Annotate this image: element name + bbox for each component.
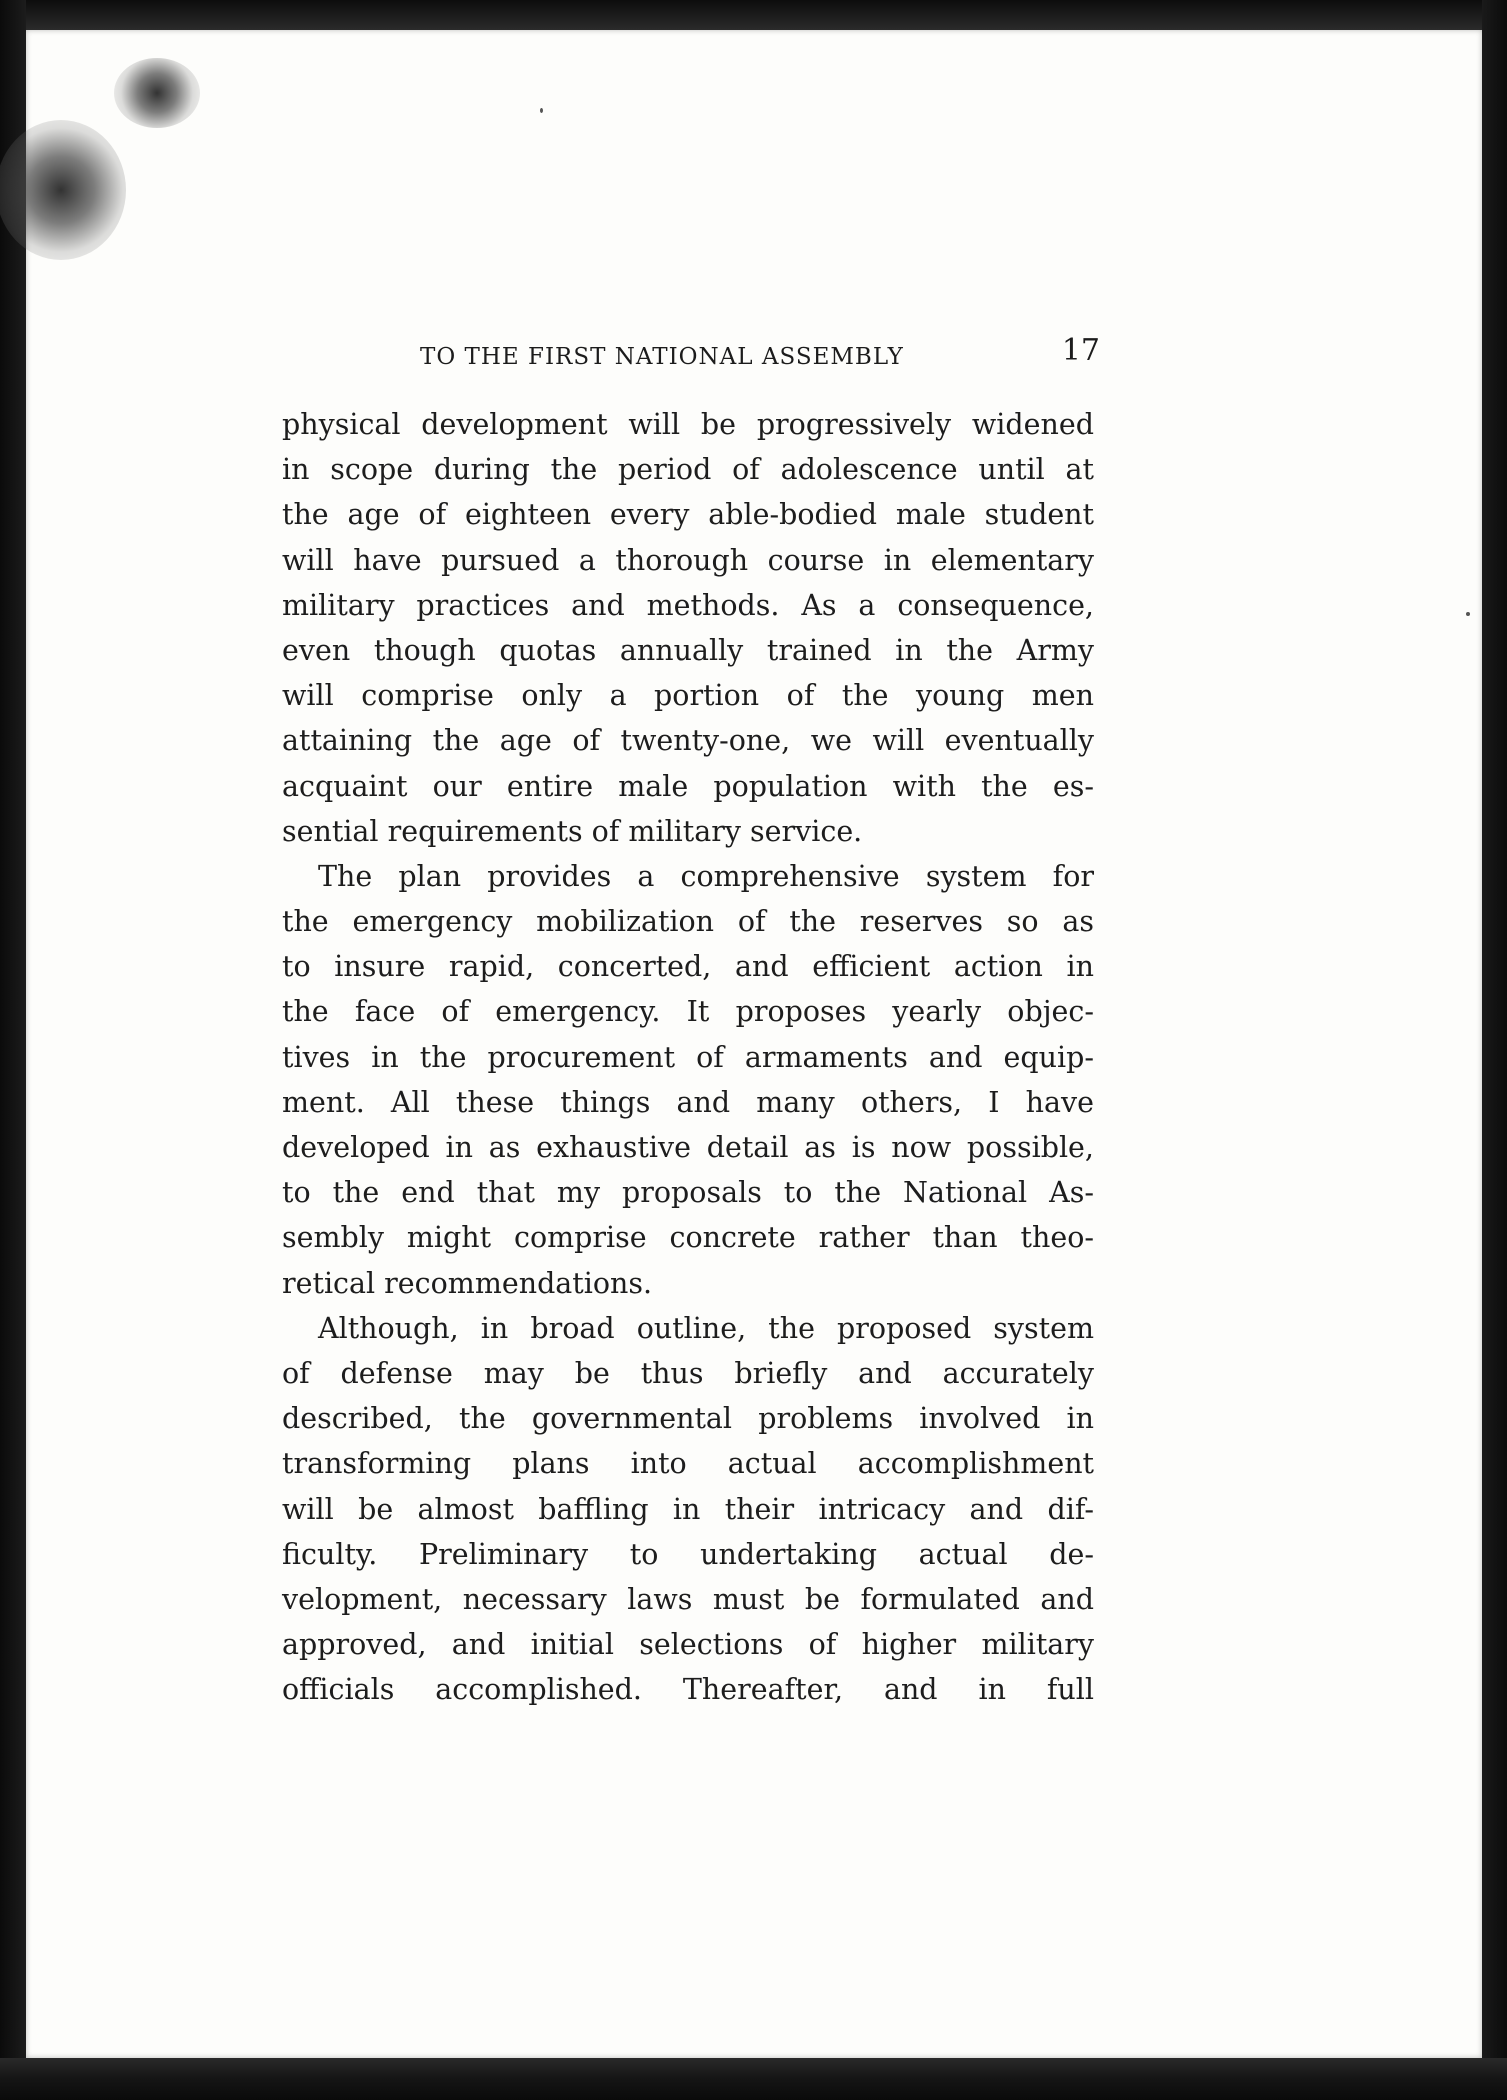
dust-speck xyxy=(1466,612,1470,616)
page-number: 17 xyxy=(1061,333,1100,368)
text-line: to insure rapid, concerted, and efficient action in xyxy=(282,950,1094,984)
running-head xyxy=(420,344,1100,370)
text-line: described, the governmental problems involved in xyxy=(282,1402,1094,1436)
text-line: to the end that my proposals to the National As- xyxy=(282,1176,1094,1210)
text-line: in scope during the period of adolescence until at xyxy=(282,453,1094,487)
text-line: ficulty. Preliminary to undertaking actual de- xyxy=(282,1537,1094,1571)
text-line: tives in the procurement of armaments and equip- xyxy=(282,1040,1094,1074)
text-line: the emergency mobilization of the reserves so as xyxy=(282,905,1094,939)
text-line: velopment, necessary laws must be formulated and xyxy=(282,1582,1094,1616)
text-line: The plan provides a comprehensive system for xyxy=(318,859,1094,893)
text-line: sembly might comprise concrete rather than theo- xyxy=(282,1221,1094,1255)
text-line: Although, in broad outline, the proposed system xyxy=(318,1311,1094,1345)
text-line: will comprise only a portion of the young men xyxy=(282,679,1094,713)
paragraph xyxy=(282,402,1094,854)
text-line: the age of eighteen every able-bodied male student xyxy=(282,498,1094,532)
text-line: attaining the age of twenty-one, we will eventually xyxy=(282,724,1094,758)
text-line: will have pursued a thorough course in elementary xyxy=(282,543,1094,577)
ink-smudge xyxy=(114,58,200,128)
text-line: will be almost baffling in their intricacy and dif- xyxy=(282,1492,1094,1526)
text-line: physical development will be progressively widened xyxy=(282,408,1094,441)
text-line: even though quotas annually trained in the Army xyxy=(282,633,1094,667)
text-line: approved, and initial selections of higher military xyxy=(282,1628,1094,1662)
text-line: officials accomplished. Thereafter, and in full xyxy=(282,1673,1094,1707)
dust-speck xyxy=(540,108,543,113)
running-head-title: TO THE FIRST NATIONAL ASSEMBLY xyxy=(420,344,904,370)
text-line: of defense may be thus briefly and accurately xyxy=(282,1356,1094,1390)
text-line: retical recommendations. xyxy=(282,1266,653,1300)
scan-border-left xyxy=(0,0,26,2100)
text-line: ment. All these things and many others, I have xyxy=(282,1085,1094,1119)
text-line: transforming plans into actual accomplishment xyxy=(282,1447,1094,1481)
text-line: developed in as exhaustive detail as is now possible, xyxy=(282,1131,1094,1164)
text-line: acquaint our entire male population with the es- xyxy=(282,769,1094,803)
scan-border-top xyxy=(0,0,1507,30)
text-line: sential requirements of military service. xyxy=(282,814,863,848)
paragraph xyxy=(282,854,1094,1306)
ink-smudge xyxy=(0,120,126,260)
paragraph xyxy=(282,1306,1094,1713)
scan-border-right xyxy=(1482,0,1507,2100)
body-text xyxy=(282,402,1094,1712)
text-line: the face of emergency. It proposes yearly objec- xyxy=(282,995,1094,1029)
scan-border-bottom xyxy=(0,2058,1507,2100)
text-line: military practices and methods. As a consequence, xyxy=(282,588,1094,622)
